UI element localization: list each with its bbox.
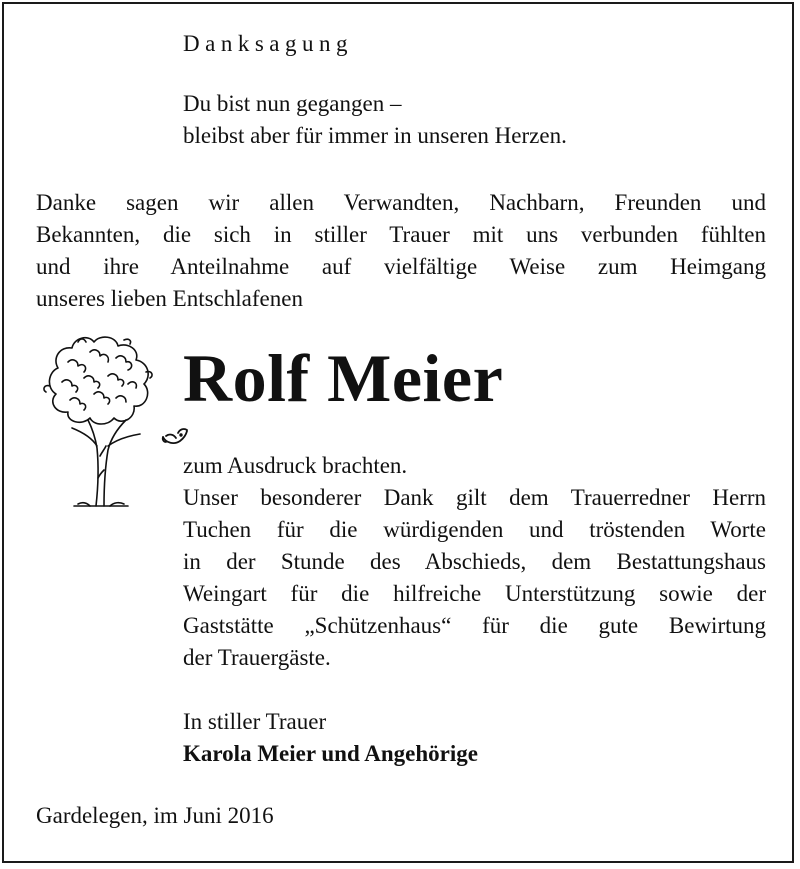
signoff-line: In stiller Trauer [183, 709, 327, 734]
body-line: zum Ausdruck brachten. [183, 453, 408, 478]
body-line: Weingart für die hilfreiche Unterstützung sowie der [183, 581, 766, 606]
intro-paragraph [36, 187, 766, 315]
body-line: in der Stunde des Abschieds, dem Bestattungshaus [183, 549, 766, 574]
intro-line: Danke sagen wir allen Verwandten, Nachbarn, Freunden und [36, 190, 766, 215]
place-date: Gardelegen, im Juni 2016 [36, 803, 274, 828]
verse [183, 88, 567, 152]
signoff [183, 706, 478, 770]
tree-icon [28, 328, 168, 510]
intro-line: unseres lieben Entschlafenen [36, 286, 303, 311]
body-line: der Trauergäste. [183, 645, 331, 670]
notice-heading: Danksagung [183, 31, 353, 56]
verse-line: Du bist nun gegangen – [183, 91, 402, 116]
body-line: Gaststätte „Schützenhaus“ für die gute Bewirtung [183, 613, 766, 638]
body-line: Unser besonderer Dank gilt dem Trauerredner Herrn [183, 485, 766, 510]
bird-icon [160, 425, 190, 447]
signoff-names: Karola Meier und Angehörige [183, 741, 478, 766]
deceased-name: Rolf Meier [183, 340, 504, 416]
verse-line: bleibst aber für immer in unseren Herzen. [183, 123, 567, 148]
body-line: Tuchen für die würdigenden und tröstenden Worte [183, 517, 766, 542]
intro-line: und ihre Anteilnahme auf vielfältige Weise zum Heimgang [36, 254, 766, 279]
thanks-paragraph [183, 450, 766, 674]
intro-line: Bekannten, die sich in stiller Trauer mit uns verbunden fühlten [36, 222, 766, 247]
